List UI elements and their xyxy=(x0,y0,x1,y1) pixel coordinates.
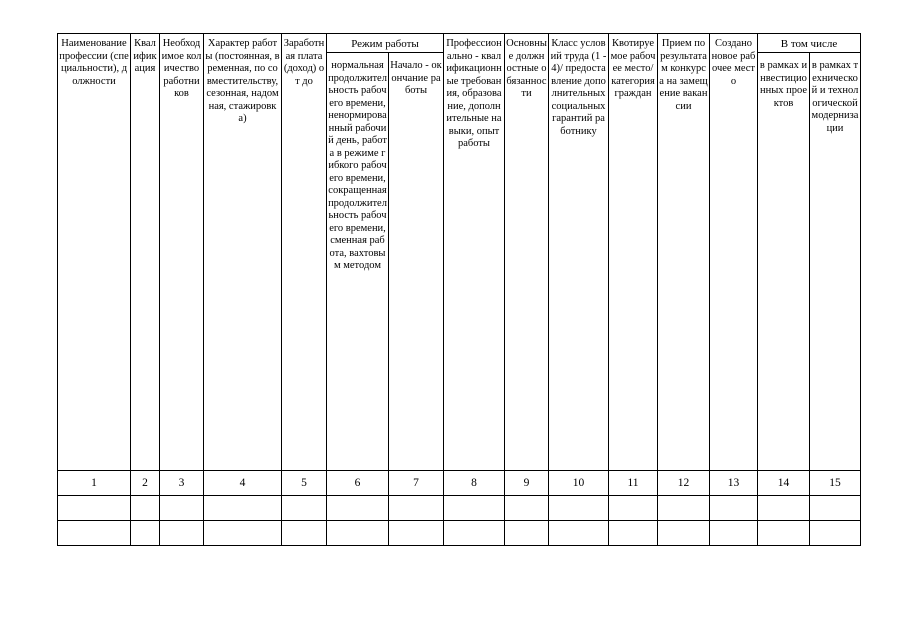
empty-cell[interactable] xyxy=(160,496,204,521)
col-number: 7 xyxy=(389,471,444,496)
header-start-end: Начало - окончание работы xyxy=(389,53,444,471)
empty-cell[interactable] xyxy=(444,496,505,521)
col-number: 4 xyxy=(204,471,282,496)
col-number: 3 xyxy=(160,471,204,496)
header-qualification: Квалификация xyxy=(131,34,160,471)
header-workers-needed: Необходимое количество работников xyxy=(160,34,204,471)
header-work-character: Характер работы (постоянная, временная, по совместительству, сезонная, надомная, стажировка) xyxy=(204,34,282,471)
empty-cell[interactable] xyxy=(658,496,710,521)
empty-cell[interactable] xyxy=(810,521,861,546)
empty-cell[interactable] xyxy=(609,521,658,546)
empty-cell[interactable] xyxy=(444,521,505,546)
empty-cell[interactable] xyxy=(505,496,549,521)
header-investment-projects: в рамках инвестиционных проектов xyxy=(758,53,810,471)
col-number: 15 xyxy=(810,471,861,496)
empty-cell[interactable] xyxy=(282,496,327,521)
col-number: 10 xyxy=(549,471,609,496)
col-number: 1 xyxy=(58,471,131,496)
empty-cell[interactable] xyxy=(204,521,282,546)
column-number-row xyxy=(58,471,861,496)
empty-cell[interactable] xyxy=(710,521,758,546)
empty-cell[interactable] xyxy=(204,496,282,521)
header-profession: Наименование профессии (специальности), должности xyxy=(58,34,131,471)
empty-cell[interactable] xyxy=(327,496,389,521)
header-quota: Квотируемое рабочее место/ категория граждан xyxy=(609,34,658,471)
header-work-hours-type: нормальная продолжительность рабочего времени, ненормированный рабочий день, работа в режиме гибкого рабочего времени, сокращенная продолжительность рабочего времени, сменная работа, вахтовым методом xyxy=(327,53,389,471)
col-number: 5 xyxy=(282,471,327,496)
empty-cell[interactable] xyxy=(710,496,758,521)
header-modernization: в рамках технической и технологической модернизации xyxy=(810,53,861,471)
empty-cell[interactable] xyxy=(160,521,204,546)
header-new-workplace: Создано новое рабочее место xyxy=(710,34,758,471)
empty-cell[interactable] xyxy=(327,521,389,546)
empty-cell[interactable] xyxy=(549,496,609,521)
empty-cell[interactable] xyxy=(131,521,160,546)
empty-cell[interactable] xyxy=(282,521,327,546)
col-number: 13 xyxy=(710,471,758,496)
empty-cell[interactable] xyxy=(131,496,160,521)
empty-cell[interactable] xyxy=(758,496,810,521)
header-duties: Основные должностные обязанности xyxy=(505,34,549,471)
table-row xyxy=(58,496,861,521)
empty-cell[interactable] xyxy=(58,496,131,521)
col-number: 2 xyxy=(131,471,160,496)
empty-cell[interactable] xyxy=(505,521,549,546)
vacancy-form-table xyxy=(57,33,861,546)
header-contest: Прием по результатам конкурса на замещение вакансии xyxy=(658,34,710,471)
empty-cell[interactable] xyxy=(810,496,861,521)
empty-cell[interactable] xyxy=(389,496,444,521)
header-work-mode-group: Режим работы xyxy=(327,34,444,53)
col-number: 11 xyxy=(609,471,658,496)
header-including-group: В том числе xyxy=(758,34,861,53)
header-work-conditions: Класс условий труда (1 - 4)/ предоставление дополнительных социальных гарантий работнику xyxy=(549,34,609,471)
empty-cell[interactable] xyxy=(549,521,609,546)
header-salary: Заработная плата (доход) от до xyxy=(282,34,327,471)
empty-cell[interactable] xyxy=(758,521,810,546)
col-number: 8 xyxy=(444,471,505,496)
empty-cell[interactable] xyxy=(58,521,131,546)
table-row xyxy=(58,521,861,546)
empty-cell[interactable] xyxy=(658,521,710,546)
empty-cell[interactable] xyxy=(389,521,444,546)
col-number: 12 xyxy=(658,471,710,496)
col-number: 9 xyxy=(505,471,549,496)
col-number: 6 xyxy=(327,471,389,496)
col-number: 14 xyxy=(758,471,810,496)
header-row xyxy=(58,34,861,53)
empty-cell[interactable] xyxy=(609,496,658,521)
header-requirements: Профессионально - квалификационные требования, образование, дополнительные навыки, опыт работы xyxy=(444,34,505,471)
